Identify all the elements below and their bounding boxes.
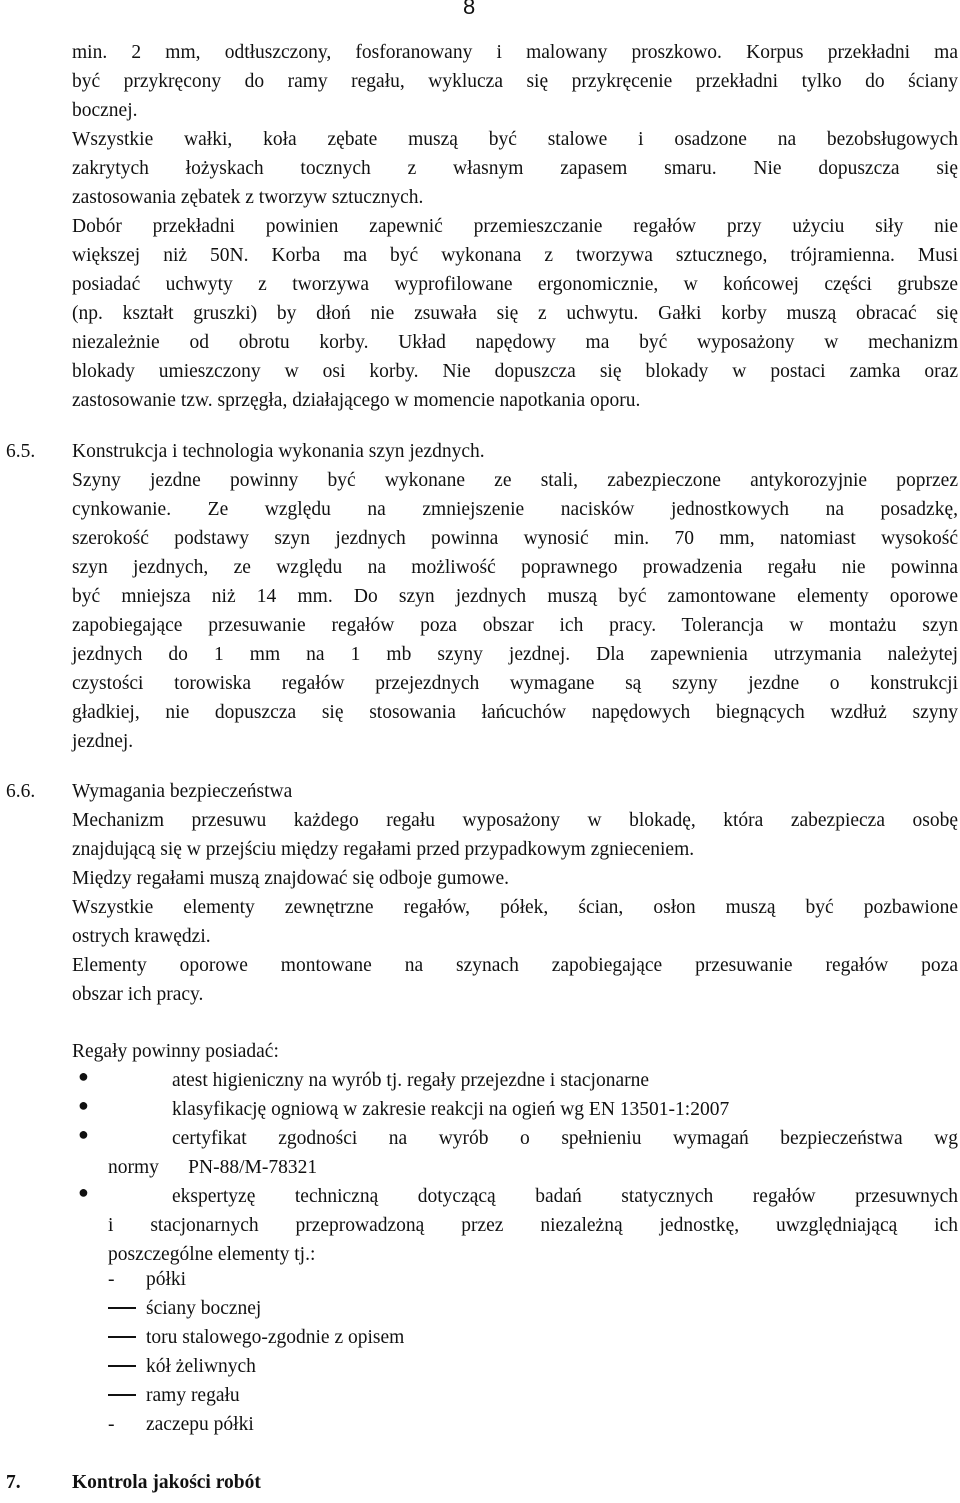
dash-icon: - <box>108 1414 115 1435</box>
text-line: bocznej. <box>72 100 138 121</box>
text-line: zastosowania zębatek z tworzyw sztucznych. <box>72 187 424 208</box>
sub-item-label: ściany bocznej <box>146 1298 262 1319</box>
long-dash-icon <box>108 1327 146 1349</box>
bullet-text: normy PN-88/M-78321 <box>108 1157 318 1178</box>
bullet-icon: ● <box>78 1182 89 1202</box>
text-line: ostrych krawędzi. <box>72 926 211 947</box>
text-line: zastosowanie tzw. sprzęgła, działającego w momencie napotkania oporu. <box>72 390 641 411</box>
long-dash-icon <box>108 1356 146 1378</box>
sub-list-item <box>108 1327 404 1349</box>
text-line: (np. kształt gruszki) by dłoń nie zsuwała się z uchwytu. Gałki korby muszą obracać się <box>72 303 958 324</box>
text-line: posiadać uchwyty z tworzywa wyprofilowane ergonomicznie, w końcowej części grubsze <box>72 274 958 295</box>
bullet-text: i stacjonarnych przeprowadzoną przez niezależną jednostkę, uwzględniającą ich <box>108 1215 958 1236</box>
bullet-icon: ● <box>78 1095 89 1115</box>
paragraph-rails <box>72 466 958 756</box>
text-line: zakrytych łożyskach tocznych z własnym zapasem smaru. Nie dopuszcza się <box>72 158 958 179</box>
sub-item-label: toru stalowego-zgodnie z opisem <box>146 1327 405 1348</box>
paragraph-safety <box>72 806 958 1009</box>
text-line: gładkiej, nie dopuszcza się stosowania łańcuchów napędowych biegnących wzdłuż szyny <box>72 702 958 723</box>
bullet-text: ekspertyzę techniczną dotyczącą badań statycznych regałów przesuwnych <box>172 1186 958 1207</box>
dash-icon: - <box>108 1269 115 1290</box>
bullet-icon: ● <box>78 1124 89 1144</box>
text-line: Regały powinny posiadać: <box>72 1041 279 1062</box>
section-title: Wymagania bezpieczeństwa <box>72 781 293 802</box>
text-line: być mniejsza niż 14 mm. Do szyn jezdnych muszą być zamontowane elementy oporowe <box>72 586 958 607</box>
section-heading-7 <box>6 1472 261 1494</box>
text-line: Elementy oporowe montowane na szynach zapobiegające przesuwanie regałów poza <box>72 955 958 976</box>
text-line: szerokość podstawy szyn jezdnych powinna wynosić min. 70 mm, natomiast wysokość <box>72 528 958 549</box>
bullet-text: poszczególne elementy tj.: <box>108 1244 316 1265</box>
text-line: być przykręcony do ramy regału, wyklucza się przykręcenie przekładni tylko do ściany <box>72 71 958 92</box>
requirements-intro <box>72 1037 958 1066</box>
section-title: Kontrola jakości robót <box>72 1472 261 1493</box>
text-line: niezależnie od obrotu korby. Układ napędowy ma być wyposażony w mechanizm <box>72 332 958 353</box>
section-number: 7. <box>6 1472 21 1493</box>
bullet-text: certyfikat zgodności na wyrób o spełnieniu wymagań bezpieczeństwa wg <box>172 1128 958 1149</box>
text-line: cynkowanie. Ze względu na zmniejszenie nacisków jednostkowych na posadzkę, <box>72 499 958 520</box>
bullet-text: klasyfikację ogniową w zakresie reakcji na ogień wg EN 13501-1:2007 <box>172 1099 730 1120</box>
paragraph-drive-mechanism <box>72 38 958 415</box>
long-dash-icon <box>108 1298 146 1320</box>
sub-item-label: zaczepu półki <box>146 1414 254 1435</box>
sub-list-item <box>108 1269 186 1291</box>
text-line: szyn jezdnych, ze względu na możliwość poprawnego prowadzenia regału nie powinna <box>72 557 958 578</box>
text-line: Szyny jezdne powinny być wykonane ze stali, zabezpieczone antykorozyjnie poprzez <box>72 470 958 491</box>
sub-item-label: półki <box>146 1269 187 1290</box>
sub-list-item <box>108 1298 261 1320</box>
section-number: 6.6. <box>6 781 36 802</box>
text-line: czystości torowiska regałów przejezdnych wymagane są szyny jezdne o konstrukcji <box>72 673 958 694</box>
text-line: Między regałami muszą znajdować się odboje gumowe. <box>72 868 509 889</box>
sub-list-item <box>108 1414 254 1436</box>
text-line: jezdnych do 1 mm na 1 mb szyny jezdnej. Dla zapewnienia utrzymania należytej <box>72 644 958 665</box>
text-line: zapobiegające przesuwanie regałów poza obszar ich pracy. Tolerancja w montażu szyn <box>72 615 958 636</box>
page-number: 8 <box>463 0 476 19</box>
sub-item-label: ramy regału <box>146 1385 240 1406</box>
bullet-text: atest higieniczny na wyrób tj. regały przejezdne i stacjonarne <box>172 1070 650 1091</box>
long-dash-icon <box>108 1385 146 1407</box>
text-line: obszar ich pracy. <box>72 984 204 1005</box>
text-line: Mechanizm przesuwu każdego regału wyposażony w blokadę, która zabezpiecza osobę <box>72 810 958 831</box>
text-line: Dobór przekładni powinien zapewnić przemieszczanie regałów przy użyciu siły nie <box>72 216 958 237</box>
text-line: Wszystkie wałki, koła zębate muszą być stalowe i osadzone na bezobsługowych <box>72 129 958 150</box>
text-line: blokady umieszczony w osi korby. Nie dopuszcza się blokady w postaci zamka oraz <box>72 361 958 382</box>
sub-item-label: kół żeliwnych <box>146 1356 256 1377</box>
text-line: jezdnej. <box>72 731 134 752</box>
sub-list-item <box>108 1356 256 1378</box>
bullet-icon: ● <box>78 1066 89 1086</box>
section-number: 6.5. <box>6 441 36 462</box>
section-title: Konstrukcja i technologia wykonania szyn jezdnych. <box>72 441 485 462</box>
text-line: min. 2 mm, odtłuszczony, fosforanowany i malowany proszkowo. Korpus przekładni ma <box>72 42 958 63</box>
text-line: znajdującą się w przejściu między regałami przed przypadkowym zgnieceniem. <box>72 839 695 860</box>
text-line: większej niż 50N. Korba ma być wykonana z tworzywa sztucznego, trójramienna. Musi <box>72 245 958 266</box>
text-line: Wszystkie elementy zewnętrzne regałów, półek, ścian, osłon muszą być pozbawione <box>72 897 958 918</box>
sub-list-item <box>108 1385 240 1407</box>
